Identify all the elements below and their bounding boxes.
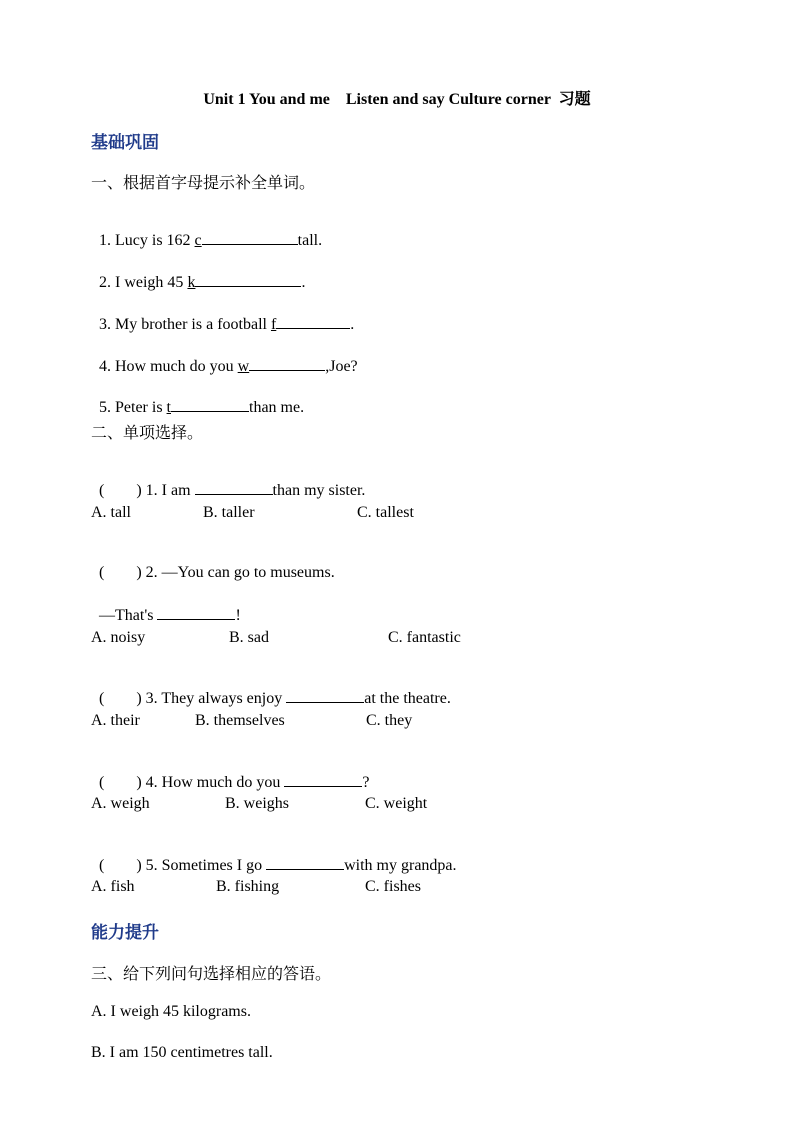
option-a[interactable]: A. tall <box>91 504 131 521</box>
question <box>91 837 457 875</box>
question-text: ! <box>235 607 241 624</box>
item-text: 4. How much do you <box>99 358 238 375</box>
option-c[interactable]: C. they <box>366 712 413 729</box>
option-a[interactable]: A. fish <box>91 878 135 895</box>
hint-letter: t <box>166 399 171 416</box>
option-a[interactable]: A. weigh <box>91 795 150 812</box>
hint-letter: w <box>237 358 250 375</box>
item-text: . <box>301 274 306 291</box>
question-text: than my sister. <box>272 482 366 499</box>
option-c[interactable]: C. tallest <box>357 504 414 521</box>
question-text: ? <box>362 774 370 791</box>
item-text: than me. <box>249 399 305 416</box>
fill-item <box>91 212 322 250</box>
part2-heading: 二、单项选择。 <box>91 423 204 442</box>
item-text: 5. Peter is <box>99 399 167 416</box>
question-text: ( ) 4. How much do you <box>99 774 285 791</box>
question <box>91 670 451 708</box>
question-text: ( ) 2. —You can go to museums. <box>99 564 335 581</box>
item-text: 1. Lucy is 162 <box>99 232 195 249</box>
option-c[interactable]: C. fishes <box>365 878 421 895</box>
option-b[interactable]: B. weighs <box>225 795 289 812</box>
answer-blank[interactable] <box>171 397 249 412</box>
answer-blank[interactable] <box>286 688 364 703</box>
section-ability: 能力提升 <box>91 923 159 943</box>
options-row <box>91 795 691 817</box>
question <box>91 462 365 500</box>
fill-item <box>91 379 304 417</box>
hint-letter: k <box>187 274 196 291</box>
answer-blank[interactable] <box>249 356 325 371</box>
question <box>91 754 369 792</box>
hint-letter: c <box>194 232 202 249</box>
fill-item <box>91 296 354 334</box>
question <box>91 546 335 582</box>
answer-blank[interactable] <box>195 272 301 287</box>
option-a[interactable]: A. noisy <box>91 629 146 646</box>
question-reply <box>91 587 241 625</box>
options-row <box>91 878 691 900</box>
question-text: ( ) 5. Sometimes I go <box>99 857 267 874</box>
option-c[interactable]: C. weight <box>365 795 428 812</box>
part1-heading: 一、根据首字母提示补全单词。 <box>91 173 316 192</box>
option-c[interactable]: C. fantastic <box>388 629 461 646</box>
hint-letter: f <box>270 316 277 333</box>
question-text: —That's <box>99 607 158 624</box>
answer-blank[interactable] <box>284 772 362 787</box>
answer-blank[interactable] <box>266 855 344 870</box>
part3-heading: 三、给下列问句选择相应的答语。 <box>91 964 332 983</box>
option-b[interactable]: B. sad <box>229 629 269 646</box>
question-text: ( ) 3. They always enjoy <box>99 690 287 707</box>
option-b[interactable]: B. taller <box>203 504 255 521</box>
answer-blank[interactable] <box>195 480 273 495</box>
item-text: 3. My brother is a football <box>99 316 271 333</box>
options-row <box>91 504 691 526</box>
item-text: . <box>350 316 355 333</box>
question-text: at the theatre. <box>364 690 451 707</box>
options-row <box>91 712 691 734</box>
item-text: tall. <box>297 232 323 249</box>
question-text: ( ) 1. I am <box>99 482 195 499</box>
item-text: 2. I weigh 45 <box>99 274 188 291</box>
section-basic: 基础巩固 <box>91 133 159 153</box>
item-text: ,Joe? <box>325 358 358 375</box>
answer-option: B. I am 150 centimetres tall. <box>91 1044 273 1061</box>
answer-option: A. I weigh 45 kilograms. <box>91 1003 251 1020</box>
options-row <box>91 629 691 651</box>
question-text: with my grandpa. <box>344 857 457 874</box>
fill-item <box>91 338 358 376</box>
answer-blank[interactable] <box>157 605 235 620</box>
option-b[interactable]: B. themselves <box>195 712 285 729</box>
page-title: Unit 1 You and me Listen and say Culture corner 习题 <box>203 91 591 108</box>
option-b[interactable]: B. fishing <box>216 878 280 895</box>
fill-item <box>91 254 305 292</box>
answer-blank[interactable] <box>202 230 298 245</box>
option-a[interactable]: A. their <box>91 712 140 729</box>
answer-blank[interactable] <box>276 314 350 329</box>
